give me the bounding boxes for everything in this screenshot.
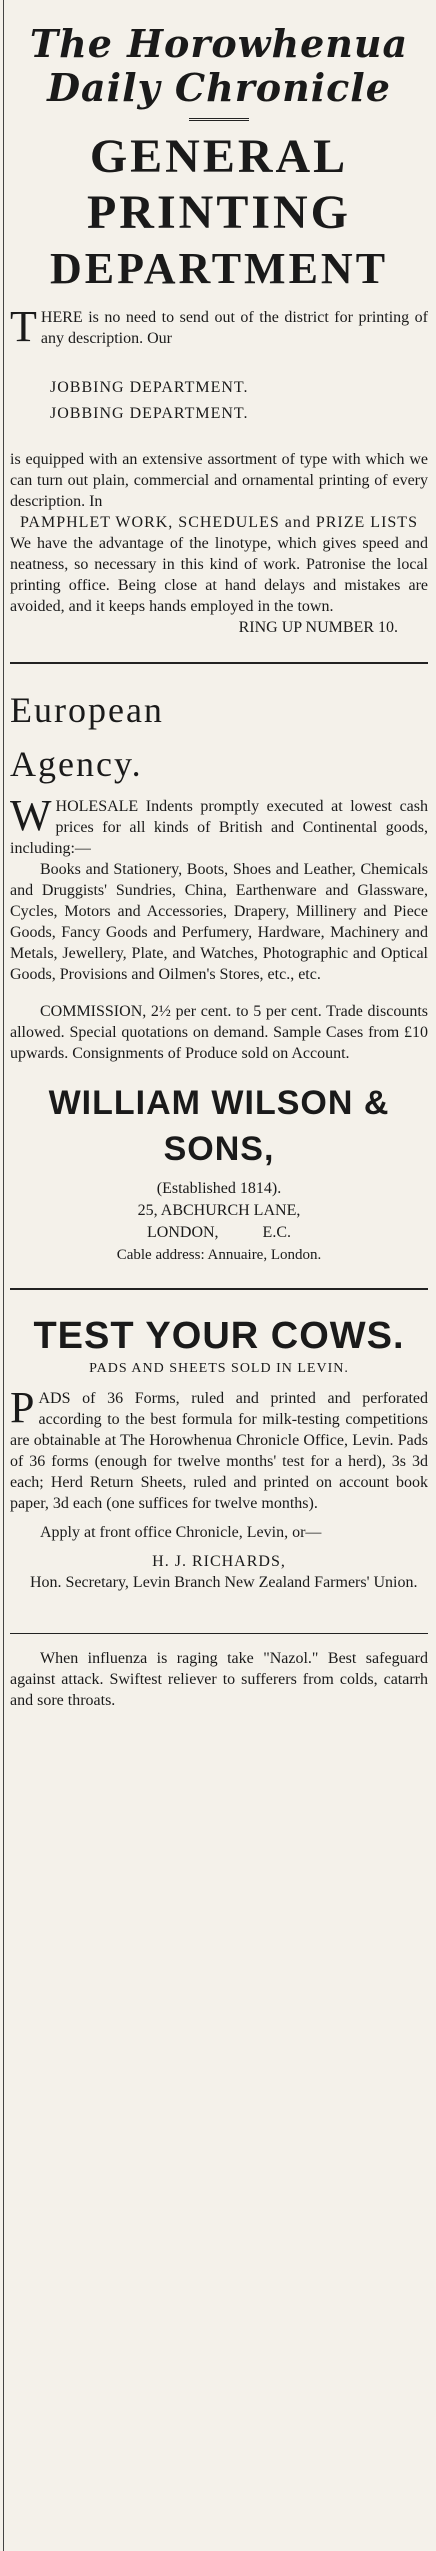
jobbing-line-1: JOBBING DEPARTMENT. — [50, 379, 249, 396]
firm-address — [10, 1178, 428, 1266]
pamphlet-line: PAMPHLET WORK, SCHEDULES and PRIZE LISTS — [20, 514, 418, 531]
cows-heading — [10, 1304, 428, 1378]
printing-intro — [10, 302, 428, 351]
printing-equipped-text: is equipped with an extensive assortment of type with which we can turn out plain, commercial and ornamental printing of every description. In — [10, 451, 428, 510]
firm-name-line-2: SONS, — [163, 1130, 275, 1168]
cows-dropcap: P — [10, 1383, 35, 1432]
printing-heading-line-1: GENERAL — [89, 130, 349, 183]
jobbing-lines — [10, 375, 428, 427]
european-dropcap: W — [10, 791, 52, 840]
cows-apply-text: Apply at front office Chronicle, Levin, or— — [40, 1524, 322, 1541]
printing-intro-text: HERE is no need to send out of the district for printing of any description. Our — [40, 309, 428, 347]
jobbing-line-2: JOBBING DEPARTMENT. — [50, 405, 249, 422]
left-column-rule — [3, 0, 4, 2551]
printing-advantage-text: We have the advantage of the linotype, which gives speed and neatness, so necessary in this kind of work. Patronise the local printing office. Being close at hand delays and mistakes are avoided, and it keeps hands employed in the town. — [10, 535, 428, 615]
european-lead-text: HOLESALE Indents promptly executed at lowest cash prices for all kinds of British and Continental goods, including:— — [10, 798, 428, 857]
influenza-text: When influenza is raging take "Nazol." Best safeguard against attack. Swiftest reliever to sufferers from colds, catarrh and sore throats. — [10, 1650, 428, 1709]
printing-heading-line-2: PRINTING — [86, 186, 352, 239]
cows-contact-name: H. J. RICHARDS, — [152, 1553, 286, 1570]
printing-heading — [10, 129, 428, 297]
firm-name — [10, 1080, 428, 1172]
section-divider-2 — [10, 1288, 428, 1290]
address-line-1: 25, ABCHURCH LANE, — [137, 1202, 301, 1219]
cows-subheading: PADS AND SHEETS SOLD IN LEVIN. — [89, 1361, 349, 1376]
address-line-2: LONDON, E.C. — [147, 1224, 291, 1241]
section-divider-1 — [10, 662, 428, 664]
european-goods-text: Books and Stationery, Boots, Shoes and Leather, Chemicals and Druggists' Sundries, China, Earthenware and Glassware, Cycles, Motors and Accessories, Drapery, Millinery and Piece Goods, Fancy Goods and Perfumery, Hardware, Machinery and Metals, Jewellery, Plate, and Watches, Photographic and Optical Goods, Provisions and Oilmen's Stores, etc., etc. — [10, 861, 428, 983]
masthead-line-1: The Horowhenua — [29, 21, 409, 66]
masthead — [10, 0, 428, 121]
cows-contact-title: Hon. Secretary, Levin Branch New Zealand Farmers' Union. — [30, 1574, 418, 1591]
section-divider-3 — [10, 1633, 428, 1634]
european-lead — [10, 791, 428, 859]
cows-heading-text: TEST YOUR COWS. — [33, 1315, 405, 1357]
european-heading-line-1: European — [10, 690, 164, 730]
european-heading — [10, 678, 428, 788]
ring-up-line: RING UP NUMBER 10. — [238, 619, 398, 636]
cable-address-line: Cable address: Annuaire, London. — [116, 1247, 322, 1263]
printing-dropcap: T — [10, 302, 37, 351]
printing-heading-line-3: DEPARTMENT — [49, 244, 389, 293]
masthead-divider — [189, 118, 249, 121]
cows-body — [10, 1383, 428, 1514]
firm-name-line-1: WILLIAM WILSON & — [48, 1084, 390, 1122]
european-heading-line-2: Agency. — [10, 744, 143, 784]
established-line: (Established 1814). — [156, 1180, 282, 1197]
cows-body-text: ADS of 36 Forms, ruled and printed and perforated according to the best formula for milk-testing competitions are obtainable at The Horowhenua Chronicle Office, Levin. Pads of 36 forms (enough for twelve months' test for a herd), 3s 3d each; Herd Return Sheets, ruled and printed on account book paper, 3d each (one suffices for twelve months). — [10, 1390, 428, 1512]
masthead-line-2: Daily Chronicle — [47, 65, 391, 110]
commission-text: COMMISSION, 2½ per cent. to 5 per cent. Trade discounts allowed. Special quotations on demand. Sample Cases from £10 upwards. Consignments of Produce sold on Account. — [10, 1003, 428, 1062]
